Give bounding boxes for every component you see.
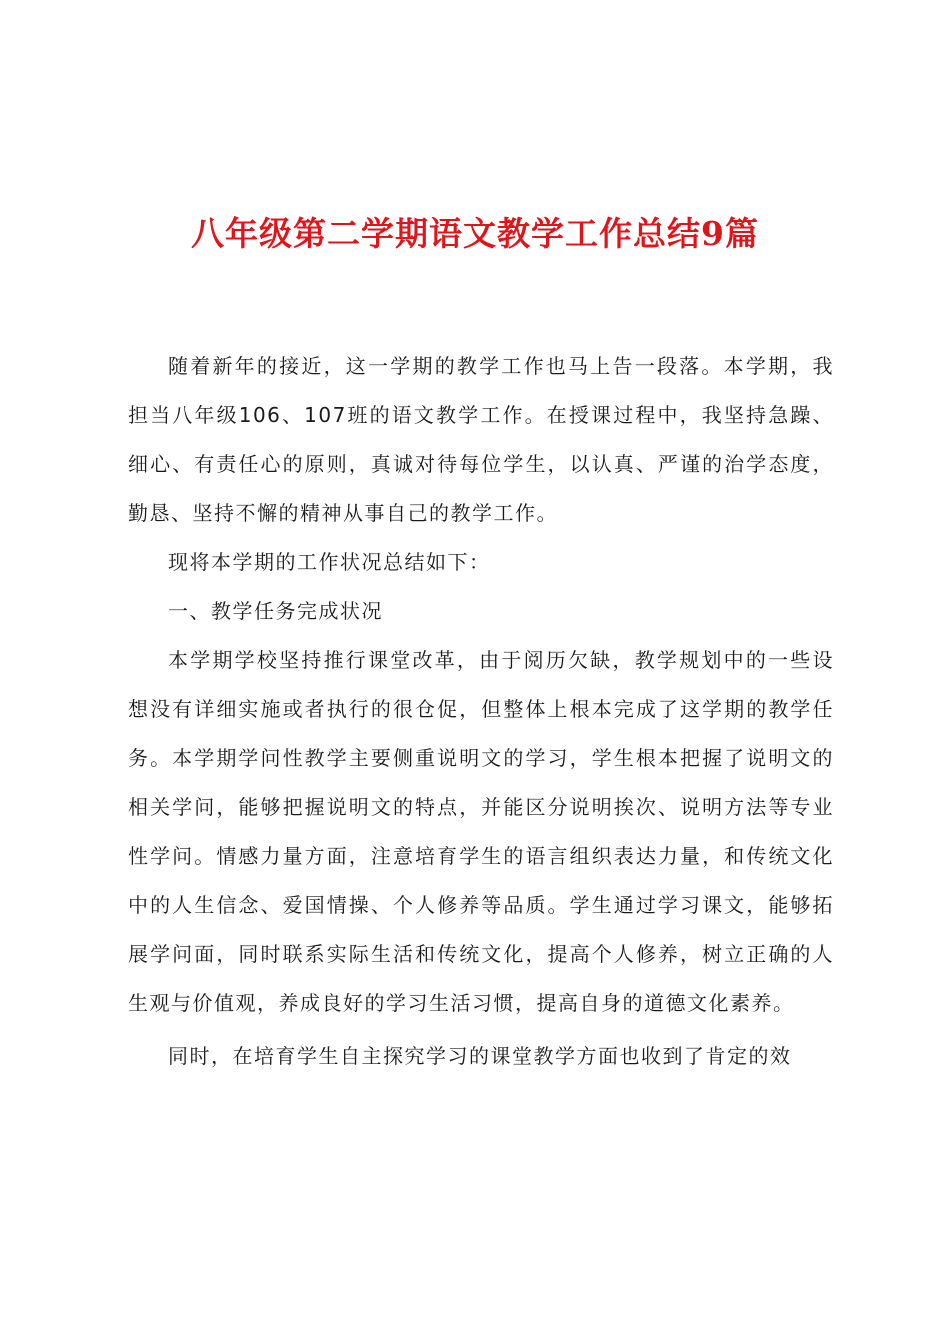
document-body [128,342,834,1081]
paragraph-summary-lead: 现将本学期的工作状况总结如下： [168,550,491,574]
section-heading-1: 一、教学任务完成状况 [168,599,383,623]
paragraph-intro: 随着新年的接近，这一学期的教学工作也马上告一段落。本学期，我担当八年级106、107班的语文教学工作。在授课过程中，我坚持急躁、细心、有责任心的原则，真诚对待每位学生，以认真、严谨的治学态度，勤恳、坚持不懈的精神从事自己的教学工作。 [128,354,834,525]
document-title: 八年级第二学期语文教学工作总结9篇 [191,214,759,253]
paragraph-self-study: 同时，在培育学生自主探究学习的课堂教学方面也收到了肯定的效 [168,1044,792,1068]
paragraph-teaching-tasks: 本学期学校坚持推行课堂改革，由于阅历欠缺，教学规划中的一些设想没有详细实施或者执行的很仓促，但整体上根本完成了这学期的教学任务。本学期学问性教学主要侧重说明文的学习，学生根本把握了说明文的相关学问，能够把握说明文的特点，并能区分说明挨次、说明方法等专业性学问。情感力量方面，注意培育学生的语言组织表达力量，和传统文化中的人生信念、爱国情操、个人修养等品质。学生通过学习课文，能够拓展学问面，同时联系实际生活和传统文化，提高个人修养，树立正确的人生观与价值观，养成良好的学习生活习惯，提高自身的道德文化素养。 [128,648,834,1015]
